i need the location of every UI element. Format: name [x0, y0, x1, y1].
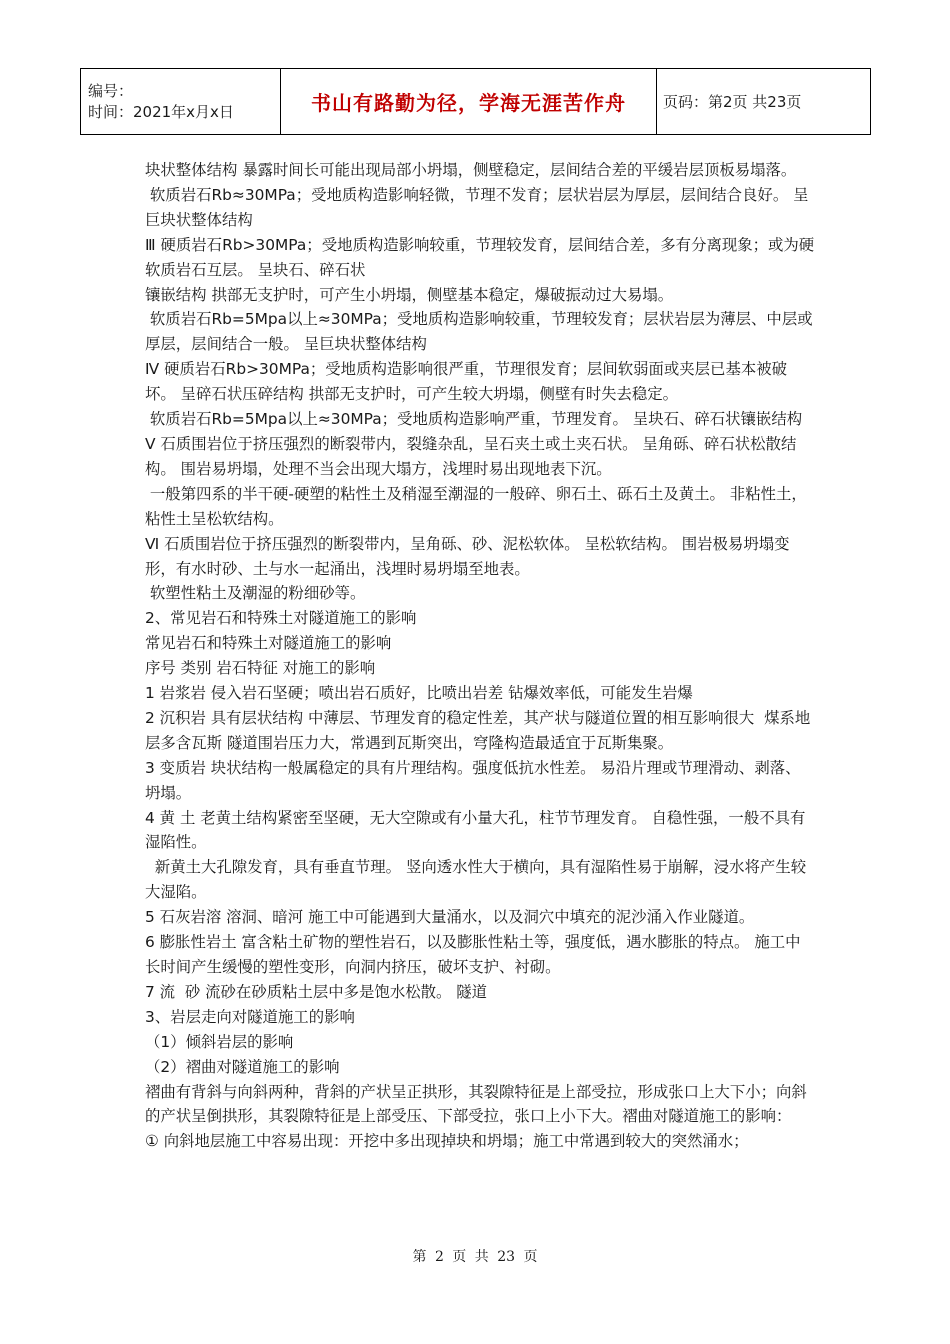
paragraph: Ⅲ 硬质岩石Rb>30MPa；受地质构造影响较重，节理较发育，层间结合差，多有分离现象；或为硬软质岩石互层。 呈块石、碎石状 [145, 235, 815, 279]
paragraph: Ⅴ 石质围岩位于挤压强烈的断裂带内，裂缝杂乱，呈石夹土或土夹石状。 呈角砾、碎石状松散结构。 围岩易坍塌，处理不当会出现大塌方，浅埋时易出现地表下沉。 [145, 434, 797, 478]
header-left-cell [81, 69, 281, 135]
header-page-cell [657, 69, 871, 135]
header-motto-cell [281, 69, 657, 135]
table-row: 5 石灰岩溶 溶洞、暗河 施工中可能遇到大量涌水，以及洞穴中填充的泥沙涌入作业隧道。 [145, 908, 755, 927]
serial-number-label: 编号： [88, 81, 134, 100]
table-row: 2 沉积岩 具有层状结构 中薄层、节理发育的稳定性差，其产状与隧道位置的相互影响很大 煤系地层多含瓦斯 隧道围岩压力大，常遇到瓦斯突出，穹隆构造最适宜于瓦斯集聚。 [145, 708, 811, 752]
motto-text: 书山有路勤为径，学海无涯苦作舟 [311, 91, 626, 115]
table-row: 4 黄 土 老黄土结构紧密至坚硬，无大空隙或有小量大孔，柱节节理发育。 自稳性强，一般不具有湿陷性。 [145, 808, 806, 852]
paragraph: 块状整体结构 暴露时间长可能出现局部小坍塌，侧壁稳定，层间结合差的平缓岩层顶板易塌落。 [145, 161, 797, 179]
subsection-heading: （2）褶曲对隧道施工的影响 [145, 1057, 340, 1076]
page-header [80, 68, 871, 135]
section-heading: 2、常见岩石和特殊土对隧道施工的影响 [145, 609, 417, 628]
paragraph: 镶嵌结构 拱部无支护时，可产生小坍塌，侧壁基本稳定，爆破振动过大易塌。 [145, 285, 674, 304]
table-row: 3 变质岩 块状结构一般属稳定的具有片理结构。强度低抗水性差。 易沿片理或节理滑动、剥落、坍塌。 [145, 758, 801, 802]
date-label: 时间：2021年x月x日 [88, 102, 234, 121]
paragraph: Ⅵ 石质围岩位于挤压强烈的断裂带内，呈角砾、砂、泥松软体。 呈松软结构。 围岩极易坍塌变形，有水时砂、土与水一起涌出，浅埋时易坍塌至地表。 [145, 534, 790, 578]
document-body [145, 158, 815, 1154]
table-row: 1 岩浆岩 侵入岩石坚硬；喷出岩石质好，比喷出岩差 钻爆效率低，可能发生岩爆 [145, 684, 693, 703]
paragraph: 软质岩石Rb=5Mpa以上≈30MPa；受地质构造影响严重，节理发育。 呈块石、碎石状镶嵌结构 [145, 410, 803, 429]
paragraph: 软质岩石Rb≈30MPa；受地质构造影响轻微，节理不发育；层状岩层为厚层，层间结合良好。 呈巨块状整体结构 [145, 185, 809, 229]
subsection-heading: （1）倾斜岩层的影响 [145, 1032, 294, 1051]
table-caption: 常见岩石和特殊土对隧道施工的影响 [145, 634, 392, 653]
paragraph: 褶曲有背斜与向斜两种，背斜的产状呈正拱形，其裂隙特征是上部受拉，形成张口上大下小；向斜的产状呈倒拱形，其裂隙特征是上部受压、下部受拉，张口上小下大。褶曲对隧道施工的影响： [145, 1082, 807, 1126]
page-footer: 第 2 页 共 23 页 [412, 1249, 538, 1265]
table-header-row: 序号 类别 岩石特征 对施工的影响 [145, 659, 376, 678]
paragraph: 软质岩石Rb=5Mpa以上≈30MPa；受地质构造影响较重，节理较发育；层状岩层为薄层、中层或厚层，层间结合一般。 呈巨块状整体结构 [145, 310, 813, 354]
paragraph: 一般第四系的半干硬-硬塑的粘性土及稍湿至潮湿的一般碎、卵石土、砾石土及黄土。 非粘性土，粘性土呈松软结构。 [145, 484, 807, 528]
table-row: 新黄土大孔隙发育，具有垂直节理。 竖向透水性大于横向，具有湿陷性易于崩解，浸水将产生较大湿陷。 [145, 858, 807, 902]
page-number-info: 页码：第2页 共23页 [663, 93, 802, 111]
paragraph: Ⅳ 硬质岩石Rb>30MPa；受地质构造影响很严重，节理很发育；层间软弱面或夹层已基本被破坏。 呈碎石状压碎结构 拱部无支护时，可产生较大坍塌，侧壁有时失去稳定。 [145, 360, 788, 404]
table-row: 7 流 砂 流砂在砂质粘土层中多是饱水松散。 隧道 [145, 982, 488, 1001]
list-item: ① 向斜地层施工中容易出现：开挖中多出现掉块和坍塌；施工中常遇到较大的突然涌水； [145, 1132, 749, 1151]
table-row: 6 膨胀性岩土 富含粘土矿物的塑性岩石，以及膨胀性粘土等，强度低，遇水膨胀的特点。 施工中长时间产生缓慢的塑性变形，向洞内挤压，破坏支护、衬砌。 [145, 933, 801, 976]
section-heading: 3、岩层走向对隧道施工的影响 [145, 1007, 355, 1026]
paragraph: 软塑性粘土及潮湿的粉细砂等。 [145, 584, 366, 603]
